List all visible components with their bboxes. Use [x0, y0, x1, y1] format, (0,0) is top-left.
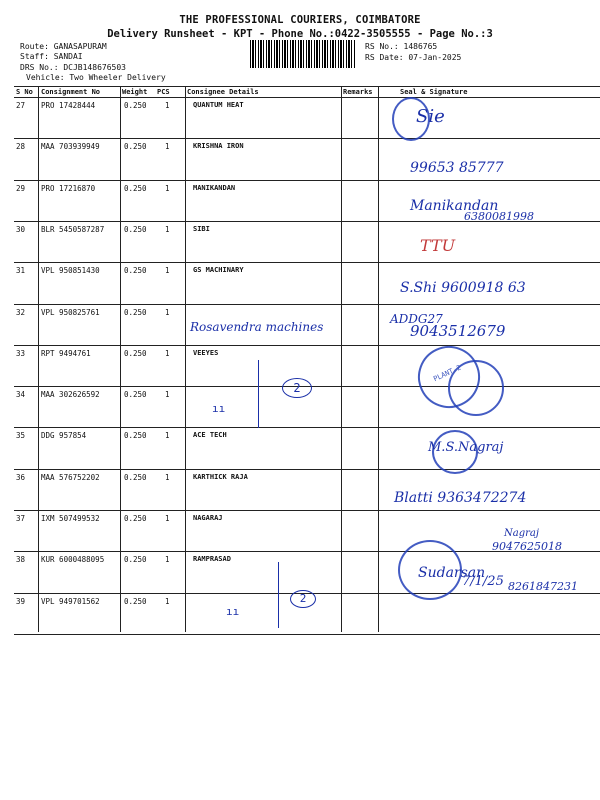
row-consignment-no: RPT 9494761	[41, 348, 91, 358]
row-sno: 38	[16, 555, 26, 565]
row-sno: 37	[16, 514, 26, 523]
row-rule	[14, 510, 600, 511]
bracket-mark	[258, 360, 259, 428]
row-sno: 31	[16, 266, 26, 276]
row31-signature: S.Shi 9600918 63	[400, 280, 526, 296]
row-rule	[14, 427, 600, 428]
row-consignee: VEEYES	[193, 348, 219, 357]
row-consignment-no: PRO 17216870	[41, 183, 96, 193]
route-label: Route: GANASAPURAM	[20, 42, 107, 51]
row-rule	[14, 304, 600, 305]
row-consignee: NAGARAJ	[193, 514, 223, 522]
row-consignment-no: KUR 6000488095	[41, 555, 105, 565]
row-weight: 0.250	[124, 596, 147, 606]
row-consignment-no: IXM 507499532	[41, 514, 100, 523]
row-pcs: 1	[165, 348, 170, 358]
row36-signature: Blatti 9363472274	[394, 490, 527, 506]
row32-consignee-handwritten: Rosavendra machines	[190, 320, 324, 334]
row-sno: 35	[16, 431, 26, 441]
staff-label: Staff: SANDAI	[20, 52, 83, 61]
row-pcs: 1	[165, 596, 170, 606]
row-consignee: MANIKANDAN	[193, 183, 236, 192]
row-weight: 0.250	[124, 266, 147, 276]
vehicle-label: Vehicle: Two Wheeler Delivery	[26, 73, 166, 82]
row-weight: 0.250	[124, 555, 147, 565]
bracket-mark	[278, 562, 279, 628]
row-pcs: 1	[165, 431, 170, 441]
row-sno: 39	[16, 596, 26, 606]
row29-phone: 6380081998	[464, 210, 534, 223]
row-weight: 0.250	[124, 472, 147, 482]
row38-date: 7/1/25	[462, 574, 504, 589]
col-divider	[120, 86, 121, 632]
row-consignment-no: MAA 576752202	[41, 472, 100, 482]
row-consignee: GS MACHINARY	[193, 266, 244, 275]
row38-phone: 8261847231	[508, 580, 578, 593]
col-divider	[378, 86, 379, 632]
row-weight: 0.250	[124, 183, 147, 193]
row-weight: 0.250	[124, 307, 147, 317]
row30-signature: TTU	[420, 236, 456, 255]
row-sno: 32	[16, 307, 26, 317]
row-weight: 0.250	[124, 348, 147, 358]
tick-mark: ıı	[226, 605, 240, 618]
row27-signature: Sie	[416, 106, 445, 127]
row32-signature: ADDG27	[390, 312, 443, 326]
header-consignment: Consignment No	[41, 88, 101, 96]
rs-number: RS No.: 1486765	[365, 42, 438, 51]
header-remarks: Remarks	[343, 88, 373, 96]
document-title: THE PROFESSIONAL COURIERS, COIMBATORE	[179, 14, 421, 26]
header-pcs: PCS	[157, 88, 170, 96]
row-sno: 36	[16, 472, 26, 482]
row29-signature: Manikandan	[410, 198, 499, 214]
row-consignment-no: PRO 17428444	[41, 101, 96, 110]
row-pcs: 1	[165, 183, 170, 193]
table-top-rule	[14, 86, 600, 87]
row-sno: 30	[16, 224, 26, 234]
row-sno: 27	[16, 101, 26, 110]
plant-stamp-text: PLANT-2	[432, 363, 463, 384]
row-consignee: QUANTUM HEAT	[193, 101, 244, 109]
row-pcs: 1	[165, 514, 170, 523]
row-pcs: 1	[165, 101, 170, 110]
col-divider	[341, 86, 342, 632]
row-pcs: 1	[165, 224, 170, 234]
row-pcs: 1	[165, 307, 170, 317]
row-consignment-no: MAA 302626592	[41, 390, 100, 400]
header-sno: S No	[16, 88, 33, 96]
row-weight: 0.250	[124, 390, 147, 400]
row-consignment-no: VPL 950851430	[41, 266, 100, 276]
row-pcs: 1	[165, 555, 170, 565]
row-consignee: KRISHNA IRON	[193, 142, 244, 151]
document-subtitle: Delivery Runsheet - KPT - Phone No.:0422-3505555 - Page No.:3	[107, 28, 493, 40]
row-consignee: RAMPRASAD	[193, 555, 231, 564]
table-header-rule	[14, 97, 600, 98]
row-rule	[14, 469, 600, 470]
row37-signature: Nagraj	[504, 528, 539, 539]
row-consignee: KARTHICK RAJA	[193, 472, 248, 481]
row39-count-mark: 2	[290, 590, 316, 608]
row-consignment-no: MAA 703939949	[41, 142, 100, 152]
row28-signature: 99653 85777	[410, 160, 504, 176]
row-weight: 0.250	[124, 224, 147, 234]
company-stamp	[448, 360, 504, 416]
row-weight: 0.250	[124, 142, 147, 152]
row37-phone: 9047625018	[492, 540, 562, 553]
row-consignee: SIBI	[193, 224, 210, 233]
row-rule	[14, 345, 600, 346]
row-pcs: 1	[165, 266, 170, 276]
row-weight: 0.250	[124, 101, 147, 110]
row-consignment-no: VPL 949701562	[41, 596, 100, 606]
drs-number: DRS No.: DCJB148676503	[20, 63, 126, 72]
row-consignment-no: BLR 5450587287	[41, 224, 105, 234]
row-consignment-no: VPL 950825761	[41, 307, 100, 317]
row38-signature: Sudarsan	[418, 565, 486, 581]
tick-mark: ıı	[212, 402, 226, 415]
col-divider	[38, 86, 39, 632]
row32-phone: 9043512679	[410, 322, 506, 340]
rs-date: RS Date: 07-Jan-2025	[365, 53, 462, 62]
row-sno: 28	[16, 142, 26, 152]
row-consignee: ACE TECH	[193, 431, 227, 440]
col-divider	[185, 86, 186, 632]
row-rule	[14, 634, 600, 635]
row-sno: 29	[16, 183, 26, 193]
row-sno: 33	[16, 348, 26, 358]
row-pcs: 1	[165, 390, 170, 400]
row-consignment-no: DDG 957854	[41, 431, 87, 441]
row-rule	[14, 180, 600, 181]
barcode-image	[250, 40, 355, 68]
row-pcs: 1	[165, 142, 170, 152]
row34-count-mark: 2	[282, 378, 312, 398]
row35-signature: M.S.Nagraj	[428, 440, 504, 455]
row-weight: 0.250	[124, 431, 147, 441]
row-sno: 34	[16, 390, 26, 400]
header-seal-signature: Seal & Signature	[400, 88, 468, 96]
header-consignee: Consignee Details	[187, 88, 259, 96]
row-weight: 0.250	[124, 514, 147, 523]
header-weight: Weight	[122, 88, 148, 96]
row-pcs: 1	[165, 472, 170, 482]
row-rule	[14, 262, 600, 263]
row-rule	[14, 138, 600, 139]
